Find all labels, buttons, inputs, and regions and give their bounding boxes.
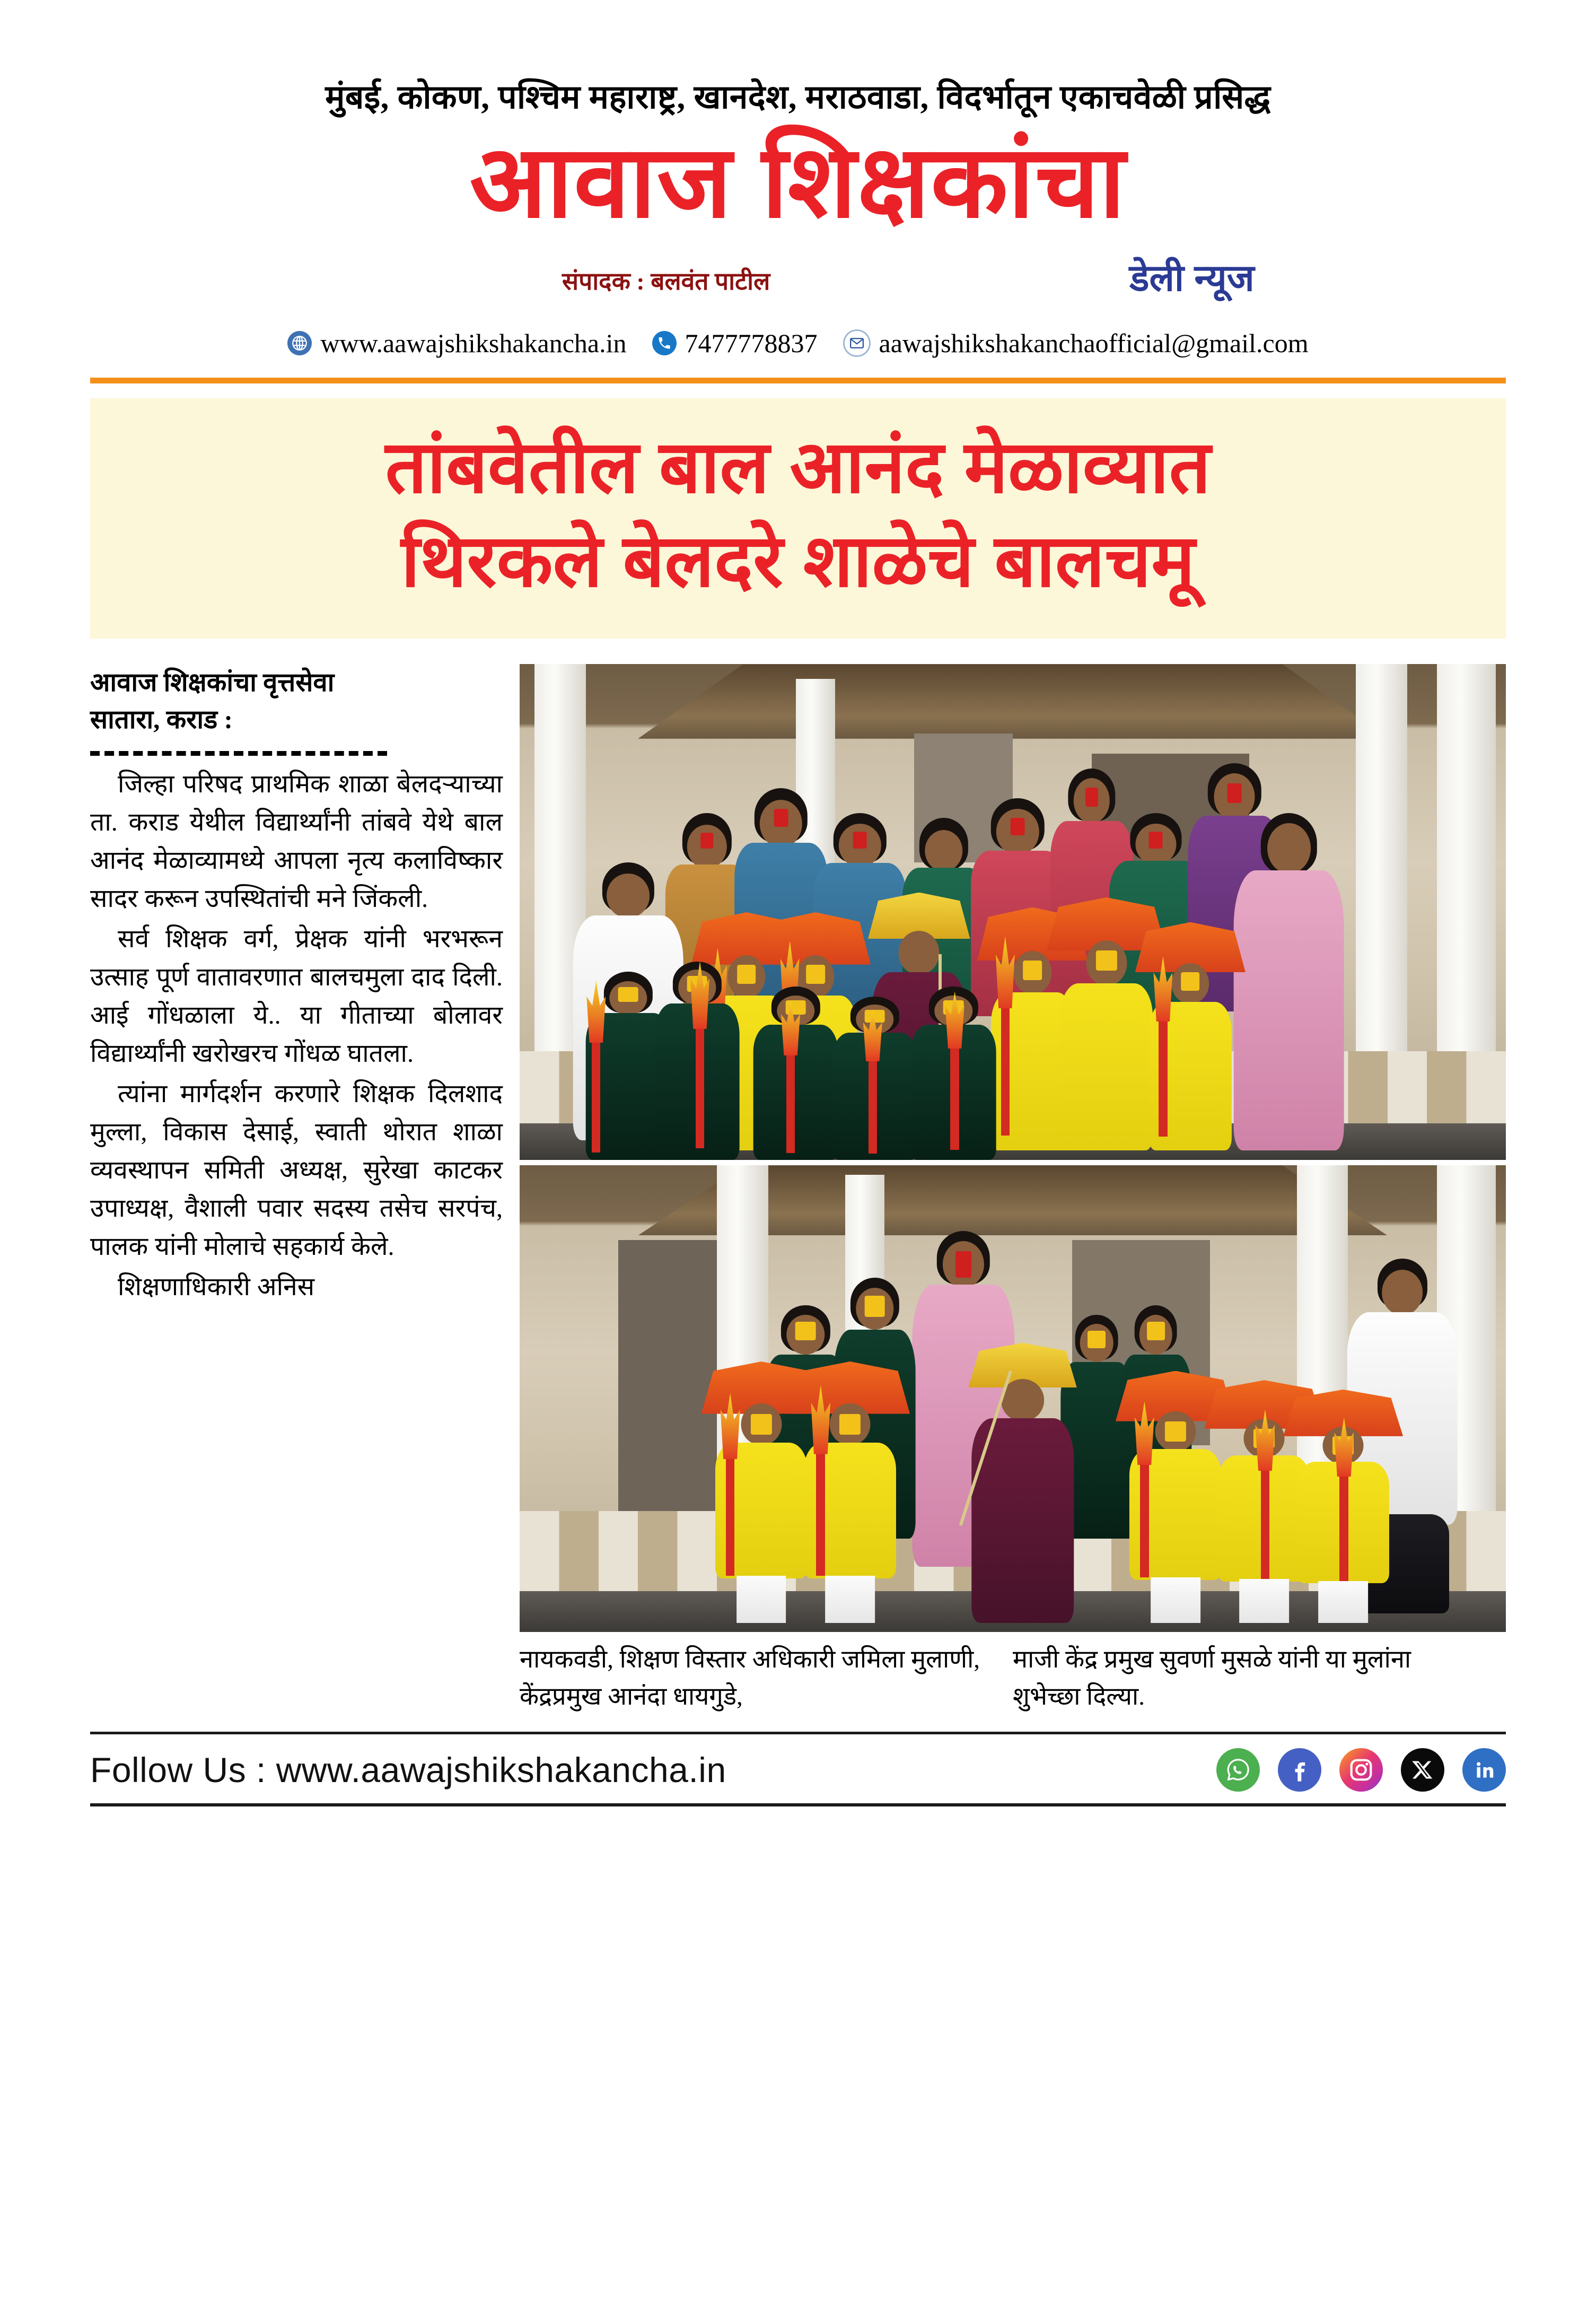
contact-phone[interactable]: [652, 328, 818, 359]
masthead: [0, 0, 1596, 307]
byline-dateline: सातारा, कराड :: [90, 705, 233, 735]
phone-text: 7477778837: [685, 328, 818, 359]
photo-column: [520, 664, 1506, 1632]
caption-left: नायकवडी, शिक्षण विस्तार अधिकारी जमिला मुलाणी, केंद्रप्रमुख आनंदा धायगुडे,: [520, 1646, 980, 1710]
caption-right: माजी केंद्र प्रमुख सुवर्णा मुसळे यांनी या मुलांना शुभेच्छा दिल्या.: [1013, 1646, 1411, 1710]
byline-dash-rule: [90, 751, 387, 756]
article-paragraph: जिल्हा परिषद प्राथमिक शाळा बेलदऱ्याच्या ता. कराड येथील विद्यार्थ्यांनी तांबवे येथे बाल आनंद मेळाव्यामध्ये आपला नृत्य कलाविष्कार सादर करून उपस्थितांची मने जिंकली.: [90, 770, 503, 913]
footer-bottom-rule: [90, 1803, 1506, 1806]
headline-line-2: थिरकले बेलदरे शाळेचे बालचमू: [401, 520, 1195, 602]
group-photo-students-teachers: [520, 664, 1506, 1160]
contact-website[interactable]: [287, 328, 626, 359]
whatsapp-icon[interactable]: [1216, 1748, 1260, 1792]
masthead-subline: [0, 259, 1596, 307]
caption-spacer: [90, 1642, 520, 1715]
article-content: [90, 664, 1506, 1632]
mail-icon: [843, 329, 871, 357]
editor-credit: संपादक : बलवंत पाटील: [562, 268, 770, 295]
phone-icon: [652, 331, 677, 355]
masthead-strapline: मुंबई, कोकण, पश्चिम महाराष्ट्र, खानदेश, मराठवाडा, विदर्भातून एकाचवेळी प्रसिद्ध: [325, 80, 1271, 116]
x-twitter-icon[interactable]: [1401, 1748, 1444, 1792]
linkedin-icon[interactable]: [1462, 1748, 1506, 1792]
article-paragraph: सर्व शिक्षक वर्ग, प्रेक्षक यांनी भरभरून उत्साह पूर्ण वातावरणात बालचमुला दाद दिली. आई गोंधळाला ये.. या गीताच्या बोलावर विद्यार्थ्यांनी खरोखरच गोंधळ घातला.: [90, 924, 503, 1068]
photo-captions: [90, 1642, 1506, 1715]
social-links: [1216, 1748, 1506, 1792]
facebook-icon[interactable]: [1278, 1748, 1321, 1792]
globe-icon: [287, 331, 312, 355]
instagram-icon[interactable]: [1339, 1748, 1383, 1792]
follow-us-text: Follow Us : www.aawajshikshakancha.in: [90, 1750, 726, 1789]
footer: [90, 1734, 1506, 1803]
contact-row: [0, 328, 1596, 359]
article-paragraph: शिक्षणाधिकारी अनिस: [118, 1272, 315, 1301]
group-photo-performers: [520, 1165, 1506, 1632]
website-text: www.aawajshikshakancha.in: [320, 328, 627, 359]
masthead-title-block: [0, 126, 1596, 264]
headline-box: [90, 398, 1506, 639]
article-text-column: [90, 664, 520, 1308]
orange-divider: [90, 378, 1506, 383]
page-title: आवाज शिक्षकांचा: [469, 126, 1127, 239]
email-text: aawajshikshakanchaofficial@gmail.com: [879, 328, 1309, 359]
byline-agency: आवाज शिक्षकांचा वृत्तसेवा: [90, 668, 335, 697]
contact-email[interactable]: [843, 328, 1309, 359]
daily-news-label: डेली न्यूज: [1129, 257, 1255, 299]
headline-line-1: तांबवेतील बाल आनंद मेळाव्यात: [385, 426, 1211, 509]
article-paragraph: त्यांना मार्गदर्शन करणारे शिक्षक दिलशाद मुल्ला, विकास देसाई, स्वाती थोरात शाळा व्यवस्थापन समिती अध्यक्ष, सुरेखा काटकर उपाध्यक्ष, वैशाली पवार सदस्य तसेच सरपंच, पालक यांनी मोलाचे सहकार्य केले.: [90, 1079, 503, 1261]
